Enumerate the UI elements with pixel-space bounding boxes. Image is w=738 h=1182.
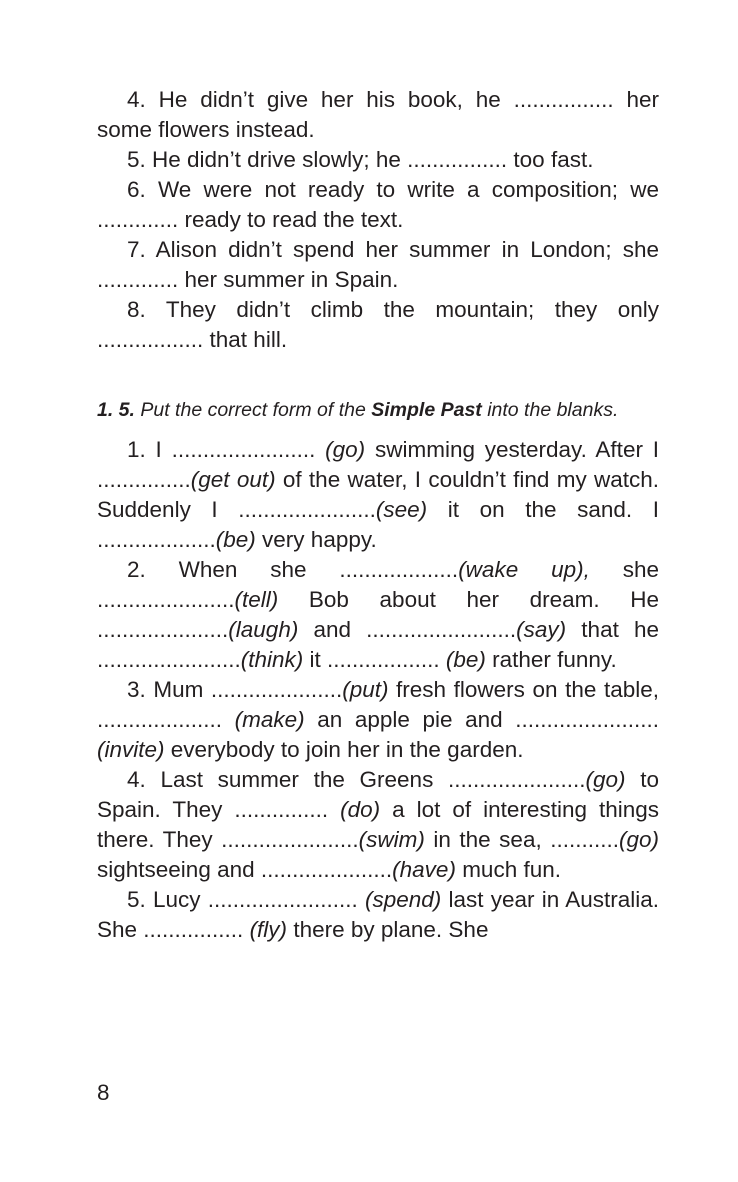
item-text: swimming yesterday. After I ............... (97, 437, 659, 492)
item-text: rather funny. (485, 647, 617, 672)
page-body (97, 85, 659, 945)
verb-hint: (think) (240, 647, 304, 672)
sentence-text: her summer in Spain. (184, 267, 399, 292)
item-text: and ........................ (298, 617, 517, 642)
item-text: 1. I ....................... (127, 437, 326, 462)
item-text: 5. Lucy ........................ (127, 887, 365, 912)
exercise-item-5 (97, 885, 659, 945)
verb-hint: (see) (375, 497, 428, 522)
item-text: a lot of interesting things there. They ...................... (97, 797, 660, 852)
exercise-item-2 (97, 555, 659, 675)
answer-blank: ................. (97, 327, 210, 352)
item-text: it .................. (303, 647, 446, 672)
previous-exercise (97, 85, 659, 355)
page-number: 8 (97, 1080, 110, 1105)
item-text: of the water, I couldn’t find my watch. Suddenly I ...................... (97, 467, 660, 522)
item-text: very happy. (255, 527, 377, 552)
verb-hint: (say) (516, 617, 567, 642)
sentence-text: 7. Alison didn’t spend her summer in London; she (127, 237, 659, 262)
task-instruction-end: into the blanks. (481, 399, 619, 421)
verb-hint: (invite) (97, 737, 165, 762)
item-text: sightseeing and ..................... (97, 857, 393, 882)
grammar-term: Simple Past (371, 399, 482, 421)
verb-hint: (put) (342, 677, 389, 702)
item-text: in the sea, ........... (424, 827, 619, 852)
item-text: much fun. (455, 857, 561, 882)
verb-hint: (spend) (364, 887, 442, 912)
item-text: everybody to join her in the garden. (164, 737, 524, 762)
item-text: Bob about her dream. He ..................... (97, 587, 659, 642)
verb-hint: (make) (234, 707, 305, 732)
exercise-item-1 (97, 435, 659, 555)
item-text: an apple pie and ....................... (304, 707, 659, 732)
sentence-text: 4. He didn’t give her his book, he (127, 87, 501, 112)
item-text: that he ....................... (97, 617, 659, 672)
item-text: 2. When she ................... (127, 557, 459, 582)
verb-hint: (get out) (190, 467, 276, 492)
verb-hint: (go) (618, 827, 659, 852)
sentence-text: her some flowers instead. (97, 87, 659, 142)
sentence-5 (97, 145, 659, 175)
item-text: there by plane. She (287, 917, 489, 942)
verb-hint: (tell) (234, 587, 279, 612)
exercise-1-5 (97, 435, 659, 945)
sentence-text: 5. He didn’t drive slowly; he (127, 147, 401, 172)
item-text: 4. Last summer the Greens ...................... (127, 767, 586, 792)
item-text: 3. Mum ..................... (127, 677, 343, 702)
verb-hint: (go) (325, 437, 366, 462)
verb-hint: (have) (392, 857, 456, 882)
verb-hint: (swim) (358, 827, 425, 852)
sentence-4 (97, 85, 659, 145)
sentence-7 (97, 235, 659, 295)
exercise-item-4 (97, 765, 659, 885)
sentence-8 (97, 295, 659, 355)
sentence-text: too fast. (513, 147, 594, 172)
sentence-6 (97, 175, 659, 235)
answer-blank: ................ (500, 87, 627, 112)
verb-hint: (be) (215, 527, 256, 552)
verb-hint: (be) (445, 647, 486, 672)
answer-blank: ............. (97, 267, 185, 292)
task-heading (97, 397, 659, 423)
sentence-text: ready to read the text. (184, 207, 404, 232)
sentence-text: 8. They didn’t climb the mountain; they only (127, 297, 659, 322)
exercise-item-3 (97, 675, 659, 765)
answer-blank: ................ (400, 147, 514, 172)
verb-hint: (do) (340, 797, 381, 822)
task-number: 1. 5. (97, 399, 135, 421)
sentence-text: that hill. (209, 327, 288, 352)
item-text: fresh flowers on the table, .................... (97, 677, 659, 732)
verb-hint: (laugh) (228, 617, 299, 642)
answer-blank: ............. (97, 207, 185, 232)
verb-hint: (fly) (249, 917, 288, 942)
item-text: it on the sand. I ................... (97, 497, 659, 552)
sentence-text: 6. We were not ready to write a composition; we (127, 177, 659, 202)
task-instruction: Put the correct form of the (134, 399, 372, 421)
verb-hint: (go) (585, 767, 626, 792)
item-text: she ...................... (97, 557, 659, 612)
item-text: last year in Australia. She ................ (97, 887, 659, 942)
item-text: to Spain. They ............... (97, 767, 659, 822)
verb-hint: (wake up), (458, 557, 590, 582)
